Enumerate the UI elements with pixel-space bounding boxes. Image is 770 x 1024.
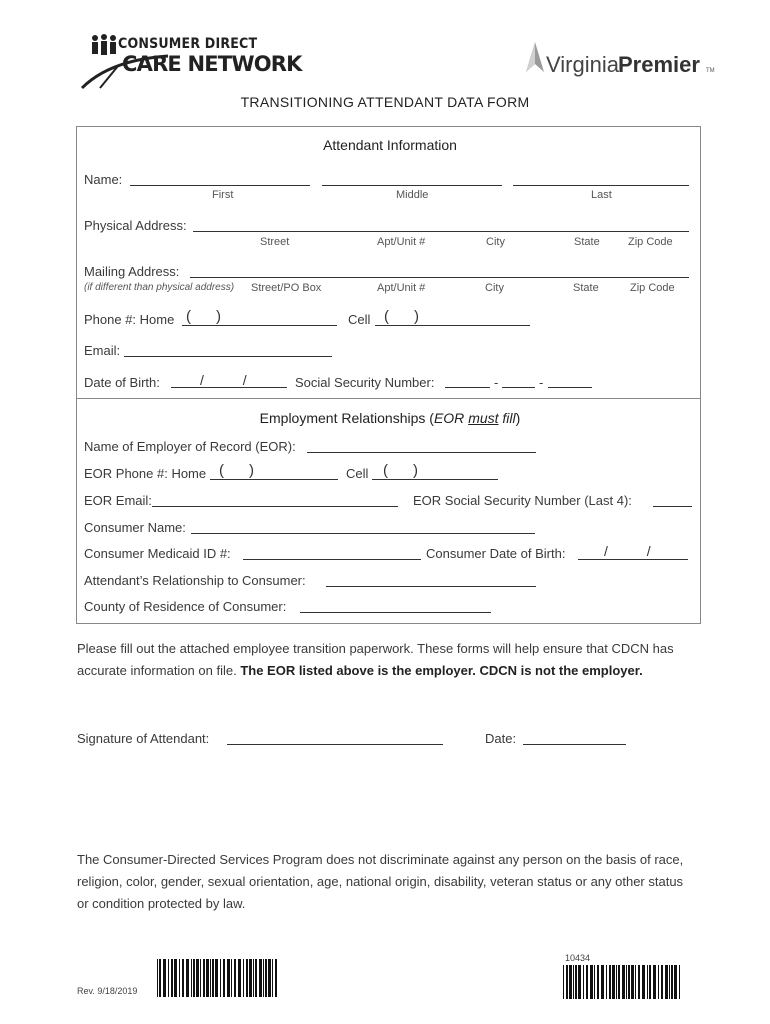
partner-logo-regular: Virginia <box>546 52 619 77</box>
barcode-bar <box>575 965 577 999</box>
mailing-note: (if different than physical address) <box>84 282 235 293</box>
ssn-label: Social Security Number: <box>295 375 435 390</box>
eor-name-label: Name of Employer of Record (EOR): <box>84 439 296 454</box>
barcode-bar <box>206 959 209 997</box>
medicaid-label: Consumer Medicaid ID #: <box>84 546 231 561</box>
barcode-bar <box>157 959 158 997</box>
physical-address-label: Physical Address: <box>84 218 187 233</box>
barcode-bar <box>669 965 670 999</box>
physical-sub-zip: Zip Code <box>628 236 673 248</box>
barcode-bar <box>616 965 617 999</box>
barcode-bar <box>200 959 201 997</box>
barcode-bar <box>573 965 574 999</box>
partner-logo-bold: Premier <box>618 52 700 77</box>
ssn-field-1[interactable] <box>445 387 490 388</box>
phone-cell-paren: ( ) <box>384 308 419 325</box>
eor-ssn-label: EOR Social Security Number (Last 4): <box>413 493 632 508</box>
barcode-bar <box>159 959 161 997</box>
mailing-sub-city: City <box>485 282 504 294</box>
consumer-name-label: Consumer Name: <box>84 520 186 535</box>
eor-cell-label: Cell <box>346 466 369 481</box>
physical-sub-apt: Apt/Unit # <box>377 236 426 248</box>
barcode-bar <box>569 965 572 999</box>
consumer-dob-label: Consumer Date of Birth: <box>426 546 566 561</box>
logo-line1: CONSUMER DIRECT <box>118 36 258 52</box>
signature-label: Signature of Attendant: <box>77 731 210 746</box>
mailing-sub-street: Street/PO Box <box>251 282 322 294</box>
barcode-bar <box>259 959 262 997</box>
barcode-bar <box>215 959 218 997</box>
instructions-text: Please fill out the attached employee transition paperwork. These forms will help ensure that CDCN has accurate information on file. <box>77 641 674 678</box>
physical-sub-street: Street <box>260 236 290 248</box>
barcode-bar <box>594 965 595 999</box>
dob-label: Date of Birth: <box>84 375 160 390</box>
barcode-bar <box>661 965 663 999</box>
county-label: County of Residence of Consumer: <box>84 599 287 614</box>
name-label: Name: <box>84 172 123 187</box>
physical-address-field[interactable] <box>193 231 689 232</box>
consumer-dob-field[interactable] <box>578 559 688 560</box>
barcode-bar <box>243 959 244 997</box>
barcode-bar <box>597 965 599 999</box>
mailing-sub-state: State <box>573 282 599 294</box>
barcode-bar <box>253 959 254 997</box>
barcode-bar <box>606 965 607 999</box>
barcode-bar <box>227 959 230 997</box>
county-field[interactable] <box>300 612 491 613</box>
barcode-bar <box>631 965 634 999</box>
barcode-bar <box>638 965 640 999</box>
eor-email-label: EOR Email: <box>84 493 152 508</box>
ssn-dash-2: - <box>539 375 544 390</box>
emp-title-must: must <box>468 410 499 426</box>
barcode-bar <box>238 959 241 997</box>
date-field[interactable] <box>523 744 626 745</box>
name-sub-last: Last <box>591 189 612 201</box>
cdcn-logo <box>80 30 302 90</box>
eor-email-field[interactable] <box>152 506 398 507</box>
barcode-bar <box>601 965 604 999</box>
barcode-bar <box>174 959 177 997</box>
name-sub-first: First <box>212 189 234 201</box>
barcode-bar <box>272 959 273 997</box>
ssn-field-3[interactable] <box>548 387 592 388</box>
barcode-bar <box>642 965 645 999</box>
name-sub-middle: Middle <box>396 189 429 201</box>
ssn-dash-1: - <box>494 375 499 390</box>
phone-cell-label: Cell <box>348 312 371 327</box>
right-barcode <box>563 965 683 999</box>
consumer-name-field[interactable] <box>191 533 535 534</box>
barcode-bar <box>618 965 620 999</box>
barcode-bar <box>186 959 189 997</box>
phone-home-field[interactable] <box>182 325 337 326</box>
barcode-bar <box>275 959 277 997</box>
barcode-bar <box>179 959 180 997</box>
instructions-bold-text: The EOR listed above is the employer. CDCN is not the employer. <box>240 663 643 678</box>
barcode-bar <box>628 965 630 999</box>
employment-section <box>76 398 701 624</box>
form-title: TRANSITIONING ATTENDANT DATA FORM <box>240 94 530 110</box>
barcode-bar <box>566 965 568 999</box>
dob-slashes: / / <box>200 372 247 388</box>
barcode-bar <box>635 965 636 999</box>
eor-ssn-field[interactable] <box>653 506 692 507</box>
barcode-bar <box>210 959 211 997</box>
barcode-bar <box>665 965 668 999</box>
revision-date: Rev. 9/18/2019 <box>77 986 138 996</box>
nondiscrimination-statement: The Consumer-Directed Services Program does not discriminate against any person on the basis of race, religion, color, gender, sexual orientation, age, national origin, disability, veteran status or any other status or condition protected by law. <box>77 852 684 911</box>
emp-title-post: ) <box>515 410 521 426</box>
barcode-bar <box>171 959 173 997</box>
barcode-bar <box>658 965 659 999</box>
eor-phone-paren: ( ) <box>219 462 254 479</box>
barcode-bar <box>203 959 205 997</box>
barcode-bar <box>231 959 232 997</box>
email-label: Email: <box>84 343 121 358</box>
barcode-bar <box>679 965 680 999</box>
eor-cell-field[interactable] <box>372 479 498 480</box>
leaf-icon <box>524 42 546 76</box>
phone-home-label: Phone #: Home <box>84 312 175 327</box>
physical-sub-city: City <box>486 236 505 248</box>
barcode-bar <box>223 959 225 997</box>
barcode-bar <box>263 959 264 997</box>
barcode-bar <box>268 959 271 997</box>
barcode-bar <box>191 959 192 997</box>
emp-title-fill: fill <box>498 410 516 426</box>
barcode-bar <box>626 965 627 999</box>
barcode-bar <box>578 965 581 999</box>
barcode-bar <box>612 965 615 999</box>
employment-section-title <box>0 410 770 426</box>
name-last-field[interactable] <box>513 185 689 186</box>
mailing-address-field[interactable] <box>190 277 689 278</box>
eor-phone-field[interactable] <box>210 479 338 480</box>
virginia-premier-logo <box>524 42 714 82</box>
logo-line2: CARE NETWORK <box>122 52 302 76</box>
barcode-bar <box>653 965 656 999</box>
barcode-bar <box>212 959 214 997</box>
name-first-field[interactable] <box>130 185 310 186</box>
barcode-bar <box>246 959 248 997</box>
physical-sub-state: State <box>574 236 600 248</box>
barcode-bar <box>671 965 673 999</box>
barcode-bar <box>586 965 588 999</box>
eor-phone-label: EOR Phone #: Home <box>84 466 207 481</box>
emp-title-pre: Employment Relationships ( <box>259 410 434 426</box>
barcode-bar <box>220 959 221 997</box>
barcode-bar <box>168 959 169 997</box>
barcode-bar <box>249 959 252 997</box>
mailing-sub-zip: Zip Code <box>630 282 675 294</box>
barcode-bar <box>674 965 677 999</box>
barcode-bar <box>583 965 584 999</box>
phone-cell-field[interactable] <box>375 325 530 326</box>
mailing-address-label: Mailing Address: <box>84 264 180 279</box>
medicaid-field[interactable] <box>243 559 421 560</box>
partner-tm: TM <box>706 68 715 74</box>
left-barcode <box>157 959 280 997</box>
relationship-field[interactable] <box>326 586 536 587</box>
consumer-dob-slashes: / / <box>604 543 651 559</box>
eor-name-field[interactable] <box>307 452 536 453</box>
barcode-bar <box>563 965 564 999</box>
date-label: Date: <box>485 731 517 746</box>
relationship-label: Attendant’s Relationship to Consumer: <box>84 573 306 588</box>
attendant-section-title: Attendant Information <box>323 137 457 153</box>
barcode-bar <box>182 959 184 997</box>
phone-home-paren: ( ) <box>186 308 221 325</box>
eor-cell-paren: ( ) <box>383 462 418 479</box>
dob-field[interactable] <box>171 387 287 388</box>
form-number: 10434 <box>565 953 591 963</box>
barcode-bar <box>196 959 199 997</box>
emp-title-eor: EOR <box>433 410 469 426</box>
attendant-section <box>76 126 701 399</box>
barcode-bar <box>193 959 195 997</box>
barcode-bar <box>590 965 593 999</box>
ssn-field-2[interactable] <box>502 387 535 388</box>
signature-field[interactable] <box>227 744 443 745</box>
barcode-bar <box>622 965 625 999</box>
barcode-bar <box>265 959 267 997</box>
barcode-bar <box>255 959 257 997</box>
name-middle-field[interactable] <box>322 185 502 186</box>
email-field[interactable] <box>124 356 332 357</box>
mailing-sub-apt: Apt/Unit # <box>377 282 426 294</box>
barcode-bar <box>647 965 648 999</box>
barcode-bar <box>234 959 236 997</box>
barcode-bar <box>649 965 651 999</box>
barcode-bar <box>609 965 611 999</box>
barcode-bar <box>163 959 166 997</box>
instructions-paragraph <box>77 638 707 682</box>
